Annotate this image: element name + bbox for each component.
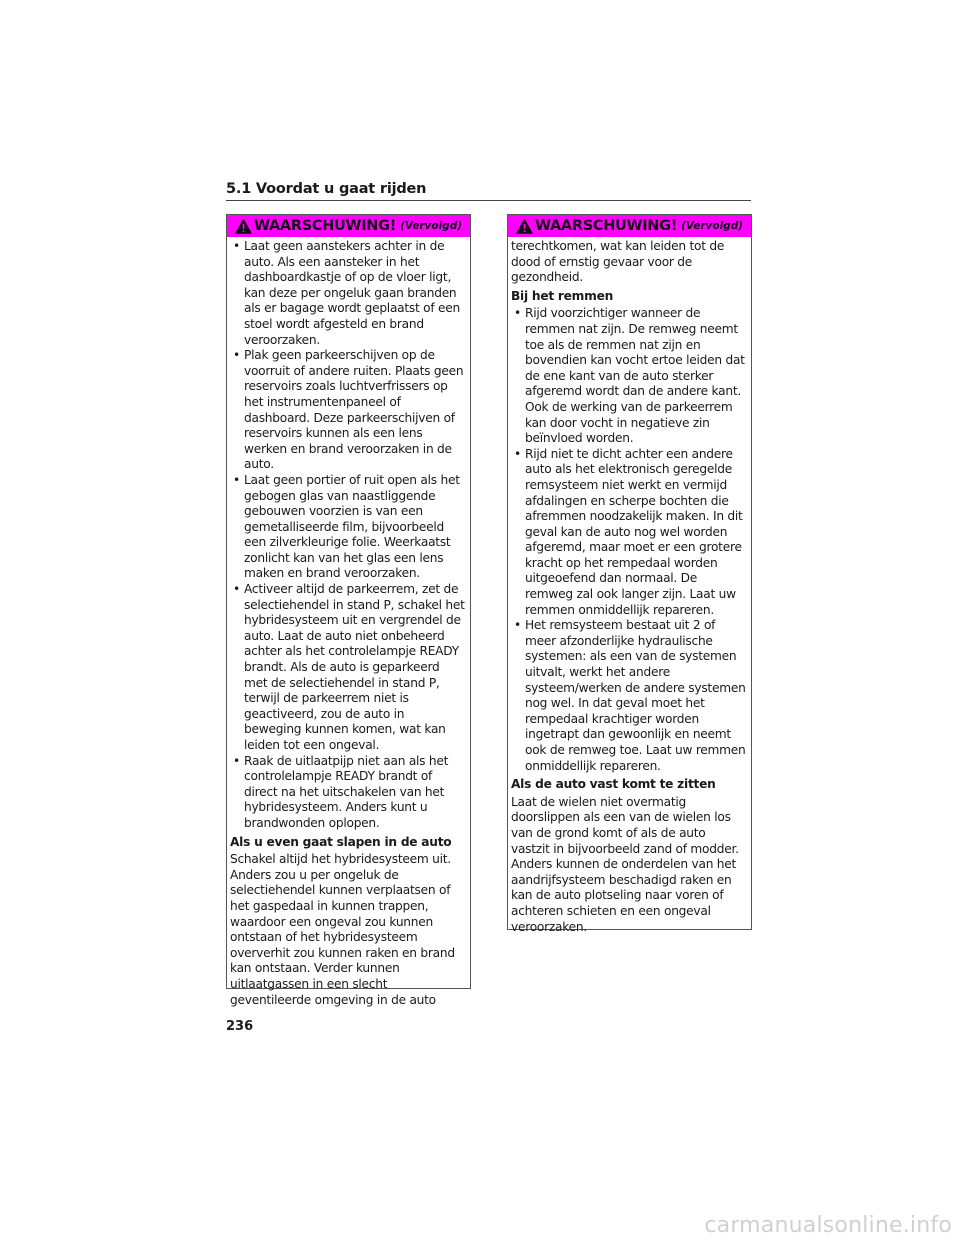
watermark: carmanualsonline.info: [704, 1213, 952, 1238]
bullet-list: [511, 306, 746, 774]
subheading: Als de auto vast komt te zitten: [511, 777, 716, 792]
list-item: • Activeer altijd de parkeerrem, zet de selectiehendel in stand P, schakel het hybridesysteem uit en vergrendel de auto. Laat de auto niet onbeheerd achter als het controlelampje READY brandt. Als de auto is geparkeerd met de selectiehendel in stand P, terwijl de parkeerrem niet is geactiveerd, zou de auto in beweging kunnen komen, wat kan leiden tot een ongeval.: [230, 582, 465, 754]
warning-triangle-icon: [516, 219, 533, 234]
paragraph: Schakel altijd het hybridesysteem uit. Anders zou u per ongeluk de selectiehendel kunnen verplaatsen of het gaspedaal in kunnen trappen, waardoor een ongeval zou kunnen ontstaan of het hybridesysteem oververhit zou kunnen raken en brand kan ontstaan. Verder kunnen uitlaatgassen in een slecht geventileerde omgeving in de auto: [230, 852, 455, 1007]
list-item: • Het remsysteem bestaat uit 2 of meer afzonderlijke hydraulische systemen: als een van de systemen uitvalt, werkt het andere systeem/werken de andere systemen nog wel. In dat geval moet het rempedaal krachtiger worden ingetrapt dan gewoonlijk en neemt ook de remweg toe. Laat uw remmen onmiddellijk repareren.: [511, 618, 746, 774]
list-item: • Raak de uitlaatpijp niet aan als het controlelampje READY brandt of direct na het uitschakelen van het hybridesysteem. Anders kunt u brandwonden oplopen.: [230, 754, 465, 832]
paragraph: Laat de wielen niet overmatig doorslippen als een van de wielen los van de grond komt of als de auto vastzit in bijvoorbeeld zand of modder. Anders kunnen de onderdelen van het aandrijfsysteem beschadigd raken en kan de auto plotseling naar voren of achteren schieten en een ongeval veroorzaken.: [511, 794, 739, 934]
subheading: Als u even gaat slapen in de auto: [230, 834, 452, 849]
list-item: • Rijd voorzichtiger wanneer de remmen nat zijn. De remweg neemt toe als de remmen nat zijn en bovendien kan vocht ertoe leiden dat de ene kant van de auto sterker afgeremd wordt dan de andere kant. Ook de werking van de parkeerrem kan door vocht in negatieve zin beïnvloed worden.: [511, 306, 746, 446]
warning-banner: [508, 215, 751, 237]
list-item: • Plak geen parkeerschijven op de voorruit of andere ruiten. Plaats geen reservoirs zoals luchtverfrissers op het instrumentenpaneel of dashboard. Deze parkeerschijven of reservoirs kunnen als een lens werken en brand veroorzaken in de auto.: [230, 348, 465, 473]
list-item: • Laat geen aanstekers achter in de auto. Als een aansteker in het dashboardkastje of op de vloer ligt, kan deze per ongeluk gaan branden als er bagage wordt geplaatst of een stoel wordt afgesteld en brand veroorzaken.: [230, 239, 465, 348]
list-item: • Rijd niet te dicht achter een andere auto als het elektronisch geregelde remsysteem niet werkt en vermijd afdalingen en scherpe bochten die afremmen noodzakelijk maken. In dit geval kan de auto nog wel worden afgeremd, maar moet er een grotere kracht op het rempedaal worden uitgeoefend dan normaal. De remweg zal ook langer zijn. Laat uw remmen onmiddellijk repareren.: [511, 447, 746, 619]
warning-content: [227, 237, 470, 1008]
warning-triangle-icon: [235, 219, 252, 234]
warning-continued-label: (Vervolgd): [681, 220, 744, 232]
subheading: Bij het remmen: [511, 288, 614, 303]
warning-title: WAARSCHUWING!: [534, 218, 678, 234]
bullet-list: [230, 239, 465, 832]
warning-content: [508, 237, 751, 935]
warning-box-left: [226, 214, 471, 1007]
page-number: 236: [226, 1019, 254, 1034]
warning-title: WAARSCHUWING!: [253, 218, 397, 234]
warning-continued-label: (Vervolgd): [400, 220, 463, 232]
section-title: 5.1 Voordat u gaat rijden: [226, 181, 427, 197]
paragraph: terechtkomen, wat kan leiden tot de dood of ernstig gevaar voor de gezondheid.: [511, 239, 725, 285]
list-item: • Laat geen portier of ruit open als het gebogen glas van naastliggende gebouwen voorzien is van een gemetalliseerde film, bijvoorbeeld een zilverkleurige folie. Weerkaatst zonlicht kan van het glas een lens maken en brand veroorzaken.: [230, 473, 465, 582]
warning-banner: [227, 215, 470, 237]
section-header: [226, 178, 751, 201]
warning-box-right: [507, 214, 752, 934]
